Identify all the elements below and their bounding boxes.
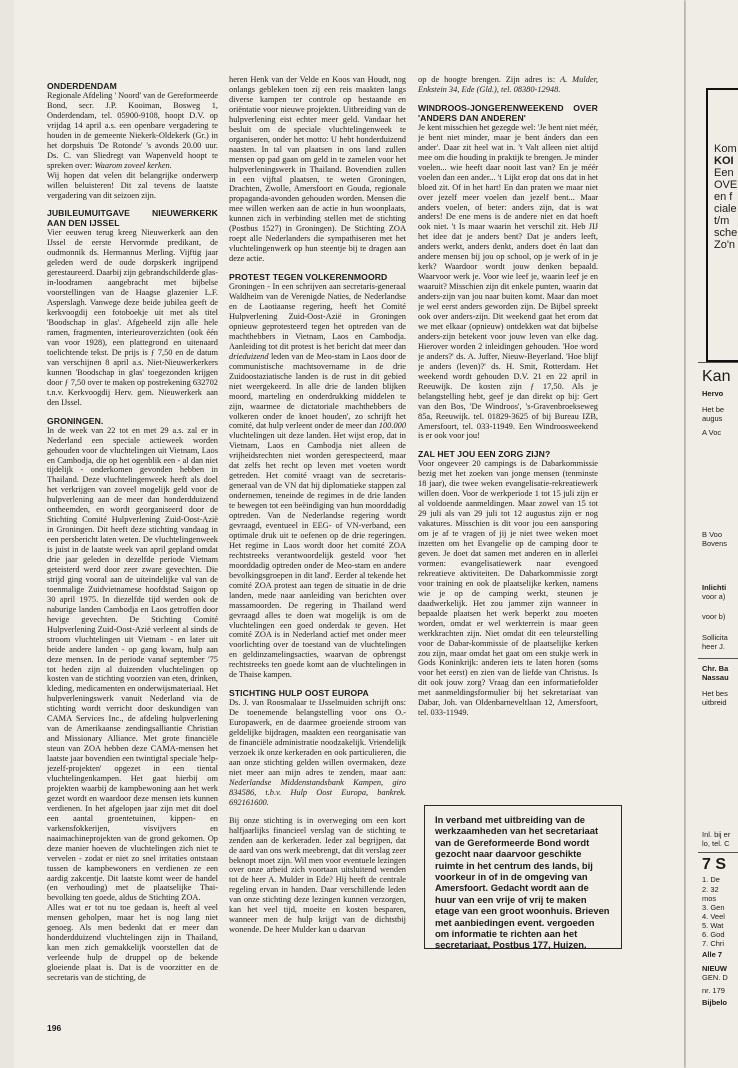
- adj-line: Bovens: [702, 539, 728, 548]
- adj-line: Alle 7: [702, 950, 723, 959]
- adj-rule: [698, 658, 738, 659]
- heading-protest: PROTEST TEGEN VOLKERENMOORD: [229, 272, 388, 283]
- adj-line: 6. God: [702, 930, 725, 939]
- adj-line: OVE: [714, 179, 738, 191]
- paragraph: Ds. J. van Roosmalaar te IJsselmuiden schrijft ons: De toenemende belangstelling voor ons O.-Europawerk, en de daarmee groeiende stroom van geldelijke bijdragen, maakten een reorganisatie van de financiële administratie noodzakelijk. Vriendelijk verzoek ik onze kerkeraden en ook particulieren, die aan onze stichting gelden willen overmaken, deze niet meer aan mijn adres te zenden, maar aan: Nederlandse Middenstandsbank Kampen, giro 834586, t.b.v. Hulp Oost Europa, bankrek. 692161600.: [229, 698, 406, 807]
- adj-line: augus: [702, 414, 723, 423]
- paragraph: op de hoogte brengen. Zijn adres is: A. Mulder, Enkstein 34, Ede (Gld.), tel. 08380-12948.: [418, 75, 598, 94]
- adj-line: nr. 179: [702, 986, 725, 995]
- heading-onderdendam: ONDERDENDAM: [47, 81, 117, 91]
- adj-line: Inlichti: [702, 583, 727, 592]
- adj-line: Nassau: [702, 673, 729, 682]
- paragraph: heren Henk van der Velde en Koos van Houdt, nog onlangs gebleken toen zij een reis maakten langs diverse kampen ter controle op bestaande en oriëntatie voor nieuwe projekten. Uitbreiding van de hulpverlening eist echter meer geld. Vandaar het besluit om de speciale vluchtelingenweek te organiseren, onder het motto: U hebt honderduizend naasten. In tal van plaatsen in ons land zullen mensen op pad gaan om geld in te zamelen voor het hulpverleningswerk in Thailand. Bovendien zullen in een vijftal plaatsen, te weten Groningen, Drachten, Zwolle, Amersfoort en Gouda, regionale propaganda-avonden gehouden worden. Mensen die mee willen werken aan de actie in hun woonplaats, kunnen zich in verbinding stellen met de stichting (Postbus 1527) in Groningen). De Stichting ZOA roept alle Nederlanders die sympathiseren met het vluchtelingenwerk op hun steentje bij te dragen aan deze actie.: [229, 75, 406, 264]
- adj-line: 4. Veel: [702, 912, 725, 921]
- paragraph: Vier eeuwen terug kreeg Nieuwerkerk aan den IJssel de eerste Hervormde predikant, de oudmonnik ds. Hermannus Merling. Vijftig jaar geleden werd de oude dorpskerk ingrijpend gerestaureerd. Daarbij zijn gebrandschilderde glas-in-loodramen aangebracht met bijbelse voorstellingen van de Haagse glazenier L.F. Asperslagh. Vanwege deze beide jubilea geeft de kerkvoogdij een fotoboekje uit met als titel 'Boodschap in glas'. Afgebeeld zijn alle hele ramen, fragmenten, interieuroverzichten (ook één van voor 1928), een plattegrond en uitenaard toelichtende tekst. De prijs is ƒ 7,50 en de datum van verschijnen 8 april a.s. Niet-Nieuwerkerkers kunnen 'Boodschap in glas' toegezonden krijgen door ƒ 7,50 over te maken op postrekening 632702 t.n.v. Kerkvoogdij Herv. gem. Nieuwerkerk aan den IJssel.: [47, 228, 218, 407]
- heading-windroos: WINDROOS-JONGERENWEEKEND OVER 'ANDERS DAN ANDEREN': [418, 102, 598, 123]
- paragraph: Voor ongeveer 20 campings is de Dabarkommissie bezig met het zoeken van jonge mensen (tenminste 18 jaar), die twee weken evangelisatie-rekreatiewerk willen doen. Voor de werkperiode 1 tot 15 juli zijn er al voldoende aanmeldingen. Maar zowel van 15 tot 29 juli als van 29 juli tot 12 augustus zijn er nog vakatures. Misschien is dit voor jou een aansporing om je af te vragen of jij je niet twee weken moet inzetten om het Evangelie op de camping door te geven. Je doet dat samen met anderen en in allerlei vormen: evangelisatiewerk naar evengoed rekreatieve aktiviteiten. De Dabarkommissie zorgt voor training en ook de plaatselijke kerken, namens wie je op de camping werkt, steunen je daadwerkelijk. Het zou jammer zijn wanneer in bepaalde plaatsen het werk beperkt zou moeten worden, omdat er wel werkterrein is maar geen werkkrachten zijn. Niet omdat dit een teleurstelling voor de Dabar-kommissie of de plaatselijke kerken zou zijn, maar omdat het gaat om een stukje werk in Gods Koninkrijk: anderen iets te laten horen (soms voor het eerst) en zien van de liefde van Christus. Is dit ook jouw zorg? Vraag dan een informatiefolder met aanmeldingsformulier bij het sekretariaat van Dabar, Joh. van Oldenbarneveltlaan 12, Amersfoort, tel. 033-11949.: [418, 459, 598, 718]
- paragraph: Groningen - In een schrijven aan secretaris-generaal Waldheim van de Verenigde Naties, de Nederlandse en de Laotiaanse regering, heeft het Comité Hulpverlening Zuid-Oost-Azië in Groningen opnieuw geprotesteerd tegen het optreden van de machthebbers in Vietnam, Laos en Cambodja. Aanleiding tot dit protest is het bericht dat meer dan drieduizend leden van de Meo-stam in Laos door de communistische machtsovername in de drie Zuidoostaziatische landen is de rust in dit gebied niet weergekeerd. In alle drie de landen blijken moord, marteling en onderdrukking middelen te zijn, waarmee de dictatoriale machthebbers de volkeren onder de knoet houden', zo schrijft het comité, dat hulp verleent onder de meer dan 100.000 vluchtelingen uit deze landen. Het wijst erop, dat in Vietnam, Laos en Cambodja niet alleen de vrijheidsrechten niet worden gerespecteerd, maar dat zelfs het recht op leven met voeten wordt getreden. Het comité vraagt van de secretaris-generaal van de VN dat hij diplomatieke stappen zal ondernemen, teneinde de regimes in de drie landen te bewegen tot een beëindiging van hun moorddadig optreden. Van de Nederlandse regering wordt gevraagd, eventueel in EEG- of VN-verband, een optimale druk uit te oefenen op de drie regeringen. Het regime in Laos wordt door het comité ZOA rechtstreeks verantwoordelijk gesteld voor 'het moorddadig optreden onder de Meo-stam en andere bevolkingsgroepen in dit land'. Eerder al tekende het comité ZOA protest aan tegen de situatie in de drie landen, mede naar aanleiding van berichten over massamoorden. De regering in Thailand werd gevraagd alles te doen wat mogelijk is om de vluchtelingen een goed onderdak te geven. Het comité ZOA is in Nederland actief met onder meer voorlichting over de toestand van de vluchtelingen en geldinzamelingsacties, waarvan de opbrengst rechtstreeks ten goede komt aan de vluchtelingen in de Thaise kampen.: [229, 282, 406, 680]
- adj-rule: [698, 362, 738, 363]
- adj-line: Sollicita: [702, 633, 728, 642]
- adj-line: en f: [714, 191, 733, 203]
- adj-line: NIEUW: [702, 964, 727, 973]
- adj-line: Een: [714, 167, 734, 179]
- column-right: [418, 75, 598, 815]
- paragraph: Bij onze stichting is in overweging om een kort halfjaarlijks financieel verslag van de stichting te zenden aan de kerkeraden. Ieder zal begrijpen, dat de aard van ons werk meebrengt, dat dit verslag zeer beknopt moet zijn. Wil men voor eventuele lezingen over onze arbeid zich voortaan uitsluitend wenden tot de heer A. Mulder in Ede? Hij heeft de centrale regeling ervan in handen. Daar verschillende leden van onze stichting deze lezingen kunnen verzorgen, kan het veel tijd, moeite en kosten besparen, wanneer men de hulp krijgt van de dichtstbij wonende. De heer Mulder kan u daarvan: [229, 815, 406, 935]
- adj-line: Zo'n: [714, 239, 736, 251]
- adj-line: GEN. D: [702, 973, 728, 982]
- adj-line: 5. Wat: [702, 921, 724, 930]
- notice-box: In verband met uitbreiding van de werkzaamheden van het secretariaat van de Gereformeerde Bond wordt gezocht naar daarvoor geschikte ruimte in het centrum des lands, bij voorkeur in of in de omgeving van Amersfoort. Gedacht wordt aan de huur van een vrije of vrij te maken etage van een groot woonhuis. Brieven met aanbiedingen event. vergoeden om informatie te richten aan het secretariaat, Postbus 177, Huizen.: [424, 805, 622, 949]
- adj-line: voor b): [702, 612, 726, 621]
- adj-line: 3. Gen: [702, 903, 725, 912]
- adj-line: B Voo: [702, 530, 723, 539]
- adj-line: Het be: [702, 405, 725, 414]
- adj-line: A Voc: [702, 428, 722, 437]
- adj-line: heer J.: [702, 642, 725, 651]
- adj-line: Kom: [714, 143, 737, 155]
- adj-line: 7. Chri: [702, 939, 725, 948]
- magazine-page: [14, 0, 684, 1068]
- adj-line: t/m: [714, 215, 730, 227]
- paragraph: Alles wat er tot nu toe gedaan is, heeft al veel mensen geholpen, maar het is nog lang niet genoeg. Als men bedenkt dat er meer dan honderdduizend vluchtelingen zijn in Thailand, kan men zich gemakkelijk voorstellen dat de verleende hulp de druppel op de bekende gloeiende plaat is. Dat is de voorzitter en de secretaris van de stichting, de: [47, 903, 218, 983]
- adj-rule: [698, 852, 738, 853]
- heading-groningen: GRONINGEN.: [47, 415, 104, 426]
- adj-line: ciale: [714, 203, 737, 215]
- paragraph: Regionale Afdeling ' Noord' van de Gereformeerde Bond, secr. J.P. Kooiman, Bosweg 1, Onderdendam, tel. 05900-9108, hoopt D.V. op vrijdag 14 april a.s. een openbare vergadering te houden in de gemeente Niekerk-Oldekerk (Gr.) in het dorpshuis 'De Rotonde' 's avonds 20.00 uur. Ds. C. van Sliedregt van Wapenveld hoopt te spreken over: Waarom zoveel kerken.: [47, 91, 218, 170]
- adj-line: Chr. Ba: [702, 664, 729, 673]
- adj-line: voor a): [702, 592, 726, 601]
- column-middle: [229, 75, 406, 1005]
- adj-line: 2. 32: [702, 885, 719, 894]
- adj-line: Inl. bij er: [702, 830, 731, 839]
- column-left: [47, 75, 218, 1005]
- heading-jubileumuitgave: JUBILEUMUITGAVE NIEUWERKERK AAN DEN IJSSEL: [47, 208, 218, 229]
- adj-line: sche: [714, 227, 738, 239]
- adj-line: mos: [702, 894, 717, 903]
- paragraph: Wij hopen dat velen dit belangrijke onderwerp willen beluisteren! Dit zal tevens de laatste vergadering van dit seizoen zijn.: [47, 170, 218, 200]
- adj-heading: 7 S: [702, 856, 727, 873]
- adj-line: Hervo: [702, 389, 724, 398]
- heading-zal-het-jou: ZAL HET JOU EEN ZORG ZIJN?: [418, 449, 551, 460]
- adj-line: uitbreid: [702, 698, 727, 707]
- adj-line: lo, tel. C: [702, 839, 730, 848]
- adj-line: Het bes: [702, 689, 728, 698]
- paragraph: In de week van 22 tot en met 29 a.s. zal er in Nederland een speciale actieweek worden gehouden voor de vluchtelingen uit Vietnam, Laos en Cambodja, die op het ogenblik een - al dan niet tijdelijk - onderkomen gevonden hebben in Thailand. Deze vluchtelingenweek heeft als doel het verkrijgen van zoveel mogelijk geld voor de hulpverlening aan de meer dan honderdduizend ontheemden, en wordt georganiseerd door de Stichting Comité Hulpverlening Zuid-Oost-Azië in Groningen. Dit heeft deze stichting vandaag in een persbericht laten weten. De vluchtelingenweek is juist in de laatste week van april gepland omdat drie jaar geleden in dezelfde periode Vietnam geteisterd werd door zeer zware gevechten. Die strijd ging vooral aan de uiteindelijke val van de toenmalige Zuidvietnamese hoofdstad Saigon op 30 april 1975. In diezelfde tijd werden ook de naburige landen Cambodja en Laos getroffen door hevige gevechten. De Stichting Comité Hulpverlening Zuid-Oost-Azië verleent al sinds de stroom vluchtelingen uit Vietnam - en later uit beide andere landen - op gang kwam, hulp aan deze mensen. In de periode vanaf september '75 tot heden zijn al duizenden vluchtelingen op kosten van de stichting voorzien van eten, drinken, kleding, medicamenten en onderwijsmateriaal. Het hulpverleningswerk vanuit Nederland via de stichting wordt verricht door deskundigen van CAMA Services Inc., de afdeling hulpverlening van de Amerikaanse zendingsalliantie Christian and Missionary Alliance. Met grote financiële steun van ZOA hebben deze CAMA-mensen het laatste jaar bovendien een twintigtal speciale 'help-jezelf-projekten' opgezet in een tiental vluchtelingenkampen. Het gaat hierbij om projekten waarbij de kampbewoning aan het werk gezet wordt en waardoor deze mensen iets kunnen verdienen. In het afgelopen jaar zijn met dit doel een aantal groentetuinen, kippen- en varkensfokkerijen, visvijvers en naaimachineprojekten van de grond gekomen. Op deze manier hoeven de vluchtelingen zich niet te vervelen - zodat er niet zo snel irritaties ontstaan tussen de kampbewoners en verdienen ze een aardig zakcentje. Dit laatste komt weer de handel (en verhouding) met de plaatselijke Thai-bevolking ten goede, aldus de Stichting ZOA.: [47, 425, 218, 903]
- adj-line: Bijbelo: [702, 998, 728, 1007]
- adj-heading: Kan: [702, 368, 731, 385]
- adj-line: 1. De: [702, 875, 720, 884]
- heading-hulp-oost-europa: STICHTING HULP OOST EUROPA: [229, 688, 369, 699]
- adj-line: KOI: [714, 155, 734, 167]
- page-number: 196: [47, 1023, 62, 1033]
- adjacent-page-edge: [686, 0, 738, 1068]
- paragraph: Je kent misschien het gezegde wel: 'Je bent niet méér, je bent niet minder, maar je bent ánders dan een ander'. Daar zit heel wat in. 't Valt alleen niet altijd mee om die houding in praktijk te brengen. Je minder voelen... wie heeft daar nooit last van? En je méér voelen dan een ander... 't Lijkt erop dat ons dat in het bloed zit. Of in het hart! En dan praten we maar niet over jezelf meer voelen dan jezelf bent... Maar anders voelen, of beter: anders zijn, dat is wat anders! De ene mens is de andere niet en dat hoeft ook niet. 't Is maar waarin het verschil zit. Heb JIJ het idee dat je anders bent? Dat je anders leeft, anders werkt, anders denkt, anders doet én laat dan andere mensen bij jou op school, op je werk of in je kerk? Waardoor wordt jouw denken bepaald. Waarvoor werk je. Voor wie leef je, waarin leef je en waaruit? Misschien zijn dit enkele punten, waarin dat anders-zijn van jou naar buiten komt. Maar dan moet je wel eerst anders geworden zijn. De Bijbel spreekt ook over anders-zijn. Dit weekend gaat het erom dat we met elkaar (opnieuw) ontdekken wat dat bijbelse anders-zijn betekent voor jouw leven van elke dag. Hierover worden 2 inleidingen gehouden. 'Hoe word je anders?' ds. A. Juffer, Nieuw-Beyerland. 'Hoe blijf je anders (leven)?' ds. H. Smit, Rotterdam. Het weekend wordt gehouden D.V. 21 en 22 april in Reeuwijk. De kosten zijn ƒ 17,50. Als je belangstelling hebt, geef je dan direkt op bij: Gert van den Bos, 'De Windroos', 's-Gravenbroekseweg 85a, Reeuwijk. tel. 01829-3625 of bij Bureau IZB, Amersfoort, tel. 033-11949. Een Windroosweekend is er ook voor jou!: [418, 122, 598, 441]
